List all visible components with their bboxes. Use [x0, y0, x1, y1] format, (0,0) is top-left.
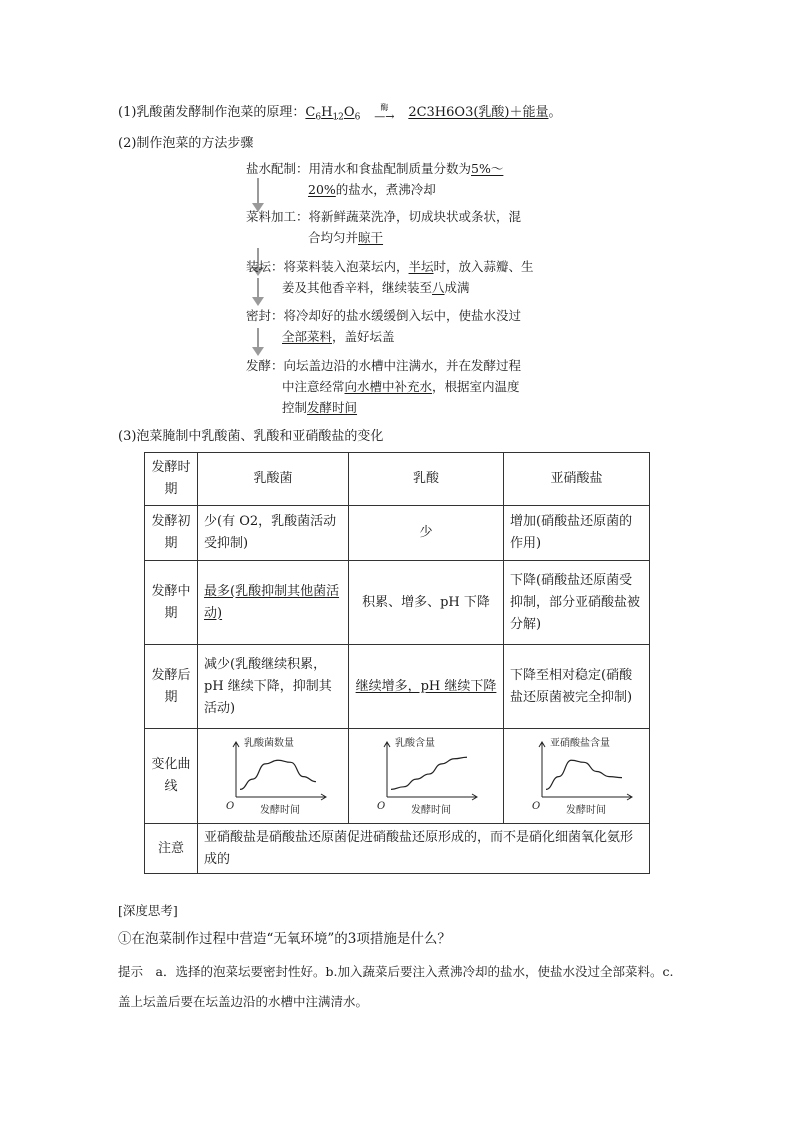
step-label: 菜料加工： [246, 209, 309, 224]
y-axis-label: 乳酸菌数量 [244, 738, 294, 749]
origin-label: O [532, 801, 541, 812]
chart-lactic-acid [355, 731, 485, 821]
chart-cell-lactobacillus [198, 729, 349, 824]
section3-title: (3)泡菜腌制中乳酸菌、乳酸和亚硝酸盐的变化 [118, 429, 384, 444]
section2-title: (2)制作泡菜的方法步骤 [118, 136, 254, 151]
formula-end: 。 [548, 105, 562, 120]
header-lactic-acid: 乳酸 [349, 453, 504, 506]
chart-cell-lactic-acid [349, 729, 504, 824]
table-row-note: 注意 亚硝酸盐是硝酸盐还原菌促进硝酸盐还原形成的，而不是硝化细菌氧化氨形成的 [145, 824, 650, 874]
y-axis-label: 乳酸含量 [395, 738, 435, 749]
table-row: 发酵后期 减少(乳酸继续积累，pH 继续下降，抑制其活动) 继续增多，pH 继续下降 下降至相对稳定(硝酸盐还原菌被完全抑制) [145, 645, 650, 729]
step-salt-water: 盐水配制：用清水和食盐配制质量分数为5%～ 20%的盐水，煮沸冷却 [246, 161, 504, 197]
think-question: ①在泡菜制作过程中营造“无氧环境”的3项措施是什么？ [118, 931, 451, 947]
table-row-curves: 变化曲线 乳酸菌数量 发酵时间 O 乳酸含量 发酵时间 O 亚硝酸盐含量 发酵时间 O [145, 729, 650, 824]
formula-prefix: (1)乳酸菌发酵制作泡菜的原理： [118, 105, 306, 120]
data-curve [240, 760, 316, 789]
step-filling-jar: 装坛：将菜料装入泡菜坛内，半坛时，放入蒜瓣、生 姜及其他香辛料，继续装至八成满 [246, 259, 534, 295]
step-sealing: 密封：将冷却好的盐水缓缓倒入坛中，使盐水没过 全部菜料，盖好坛盖 [246, 308, 522, 344]
formula-reactant: $C_6H_{12}O_6$ [305, 105, 361, 123]
y-axis-label: 亚硝酸盐含量 [550, 738, 610, 749]
step-fermentation: 发酵：向坛盖边沿的水槽中注满水，并在发酵过程 中注意经常向水槽中补充水，根据室内温度 控制发酵时间 [246, 358, 522, 415]
chart-nitrite [510, 731, 640, 821]
step-label: 装坛： [246, 259, 284, 274]
note-text: 亚硝酸盐是硝酸盐还原菌促进硝酸盐还原形成的，而不是硝化细菌氧化氨形成的 [198, 824, 650, 874]
table-header-row [145, 453, 650, 506]
data-curve [391, 757, 467, 789]
step-label: 盐水配制： [246, 161, 309, 176]
header-period: 发酵时期 [145, 453, 198, 506]
x-axis-label: 发酵时间 [260, 805, 300, 816]
think-tip [118, 957, 678, 1017]
x-axis-label: 发酵时间 [566, 805, 606, 816]
fermentation-table [144, 452, 650, 874]
header-lactobacillus: 乳酸菌 [198, 453, 349, 506]
down-arrow-icon [252, 328, 264, 358]
formula-line [118, 101, 562, 123]
chart-cell-nitrite [504, 729, 650, 824]
step-vegetable-processing: 菜料加工：将新鲜蔬菜洗净，切成块状或条状，混 合均匀并晾干 [246, 209, 522, 245]
enzyme-label: 酶 [380, 103, 389, 112]
data-curve [546, 760, 622, 789]
table-row: 发酵中期 最多(乳酸抑制其他菌活动) 积累、增多、pH 下降 下降(硝酸盐还原菌受抑制，部分亚硝酸盐被分解) [145, 561, 650, 645]
think-title: [深度思考] [118, 903, 178, 918]
formula-product: 2C3H6O3(乳酸)＋能量 [408, 105, 549, 120]
header-nitrite: 亚硝酸盐 [504, 453, 650, 506]
origin-label: O [226, 801, 235, 812]
tip-label: 提示 [118, 964, 144, 979]
tip-text: a．选择的泡菜坛要密封性好。b.加入蔬菜后要注入煮沸冷却的盐水，使盐水没过全部菜料。c.盖上坛盖后要在坛盖边沿的水槽中注满清水。 [118, 964, 674, 1009]
step-label: 发酵： [246, 358, 284, 373]
origin-label: O [377, 801, 386, 812]
table-row: 发酵初期 少(有 O2，乳酸菌活动受抑制) 少 增加(硝酸盐还原菌的作用) [145, 506, 650, 561]
step-label: 密封： [246, 308, 284, 323]
chart-lactobacillus [204, 731, 334, 821]
x-axis-label: 发酵时间 [411, 805, 451, 816]
reaction-arrow: 酶 —→ [362, 103, 406, 122]
down-arrow-icon [252, 278, 264, 308]
